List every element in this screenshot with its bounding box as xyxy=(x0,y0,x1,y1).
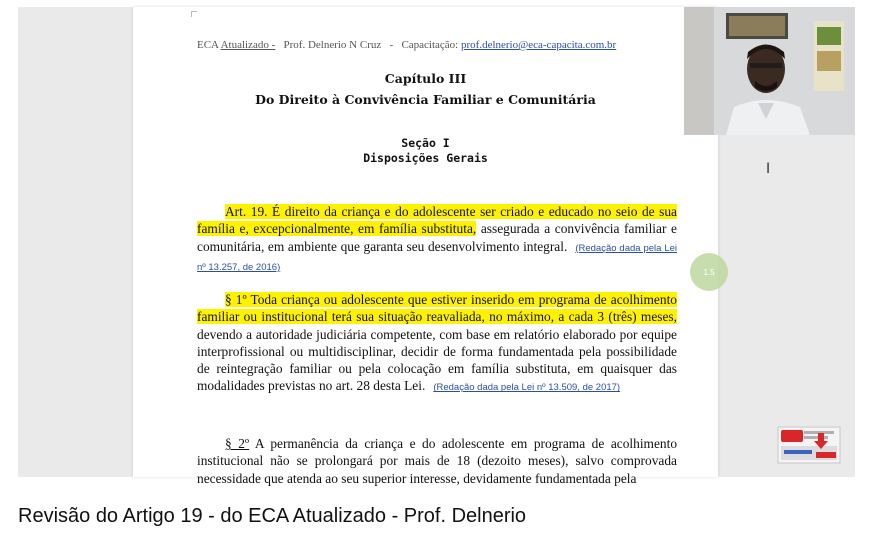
webcam-overlay xyxy=(684,7,855,135)
paragraph-1-highlighted-text: § 1º Toda criança ou adolescente que estiver inserido em programa de acolhimento familiar ou institucional terá sua situação reavaliada, no máximo, a cada 3 (três) meses, xyxy=(197,292,677,325)
section-title: Seção I xyxy=(401,136,450,150)
chapter-title: Capítulo III xyxy=(384,71,467,86)
video-player[interactable] xyxy=(18,7,855,486)
header-separator: - xyxy=(389,39,394,51)
video-title[interactable]: Revisão do Artigo 19 - do ECA Atualizado - Prof. Delnerio xyxy=(18,505,527,527)
paragraph-1-redacao-link[interactable]: (Redação dada pela Lei nº 13.509, de 2017) xyxy=(433,382,621,394)
article-19-highlighted-text: Art. 19. É direito da criança e do adolescente ser criado e educado no seio de sua família e, excepcionalmente, em família substituta, xyxy=(197,204,677,237)
header-eca: ECA xyxy=(197,39,219,51)
document-page xyxy=(133,7,718,486)
header-author: Prof. Delnerio N Cruz xyxy=(283,39,382,51)
paragraph-1 xyxy=(197,291,677,397)
paragraph-2 xyxy=(197,435,677,487)
paragraph-1-text: devendo a autoridade judiciária competente, com base em relatório elaborado por equipe interprofissional ou multidisciplinar, decidir de forma fundamentada pela possibilidade de reintegração familiar ou pela colocação em família substituta, em quaisquer das modalidades previstas no art. 28 desta Lei. xyxy=(197,326,677,394)
paragraph-2-text: A permanência da criança e do adolescente em programa de acolhimento institucional não se prolongará por mais de 18 (dezoito meses), salvo comprovada necessidade que atenda ao seu superior interesse, devidamente fundamentada pela xyxy=(197,436,678,486)
article-19-text: assegurada a convivência familiar e comunitária, em ambiente que garanta seu desenvolvimento integral. xyxy=(197,221,677,254)
document-header xyxy=(197,39,697,51)
paragraph-2-label: § 2º xyxy=(225,436,250,451)
header-email-link[interactable]: prof.delnerio@eca-capacita.com.br xyxy=(461,39,617,51)
section-subtitle: Disposições Gerais xyxy=(363,151,488,165)
cursor-highlight-circle: 1.5 xyxy=(690,253,728,291)
article-19-redacao-link[interactable]: (Redação dada pela Lei nº 13.257, de 2016) xyxy=(197,242,677,273)
chapter-subtitle: Do Direito à Convivência Familiar e Comunitária xyxy=(255,92,596,107)
text-cursor-icon: I xyxy=(766,161,771,177)
article-19-paragraph xyxy=(197,203,677,276)
header-training-label: Capacitação: xyxy=(401,39,459,51)
presenter-image xyxy=(684,7,855,135)
header-atualizado: Atualizado - xyxy=(220,39,276,51)
page-corner-mark xyxy=(191,11,197,17)
youtube-subscribe-icon[interactable] xyxy=(778,427,840,463)
